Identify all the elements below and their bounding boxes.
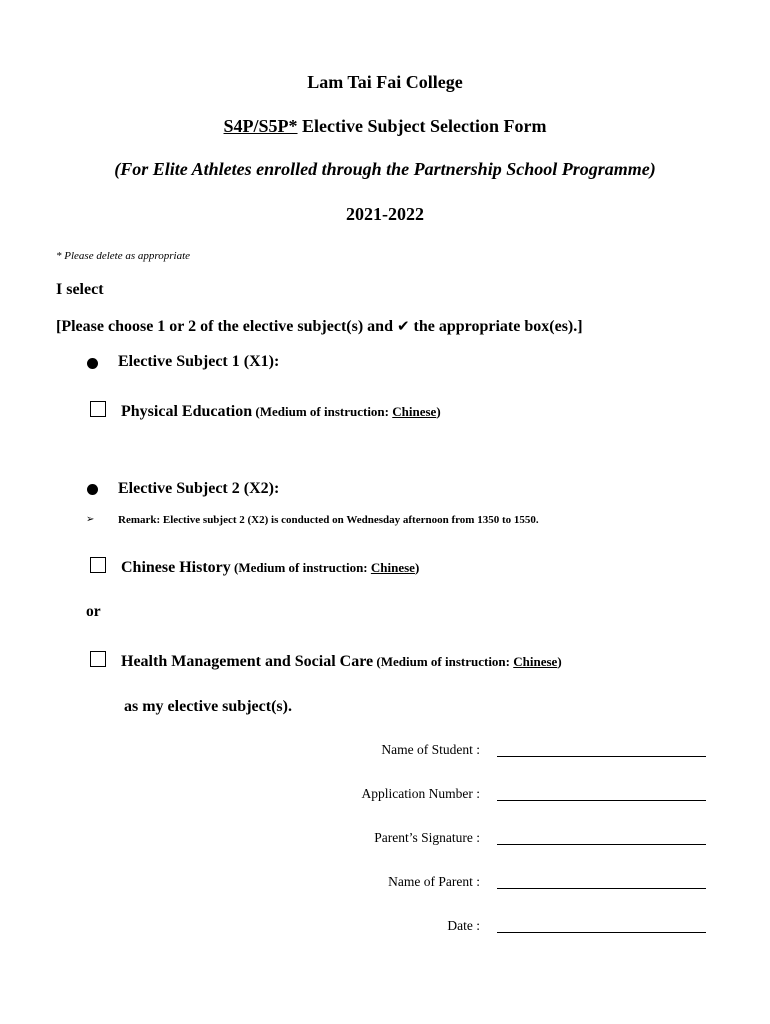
application-number-field[interactable] bbox=[497, 800, 706, 801]
parent-name-label: Name of Parent : bbox=[388, 874, 480, 889]
student-name-label: Name of Student : bbox=[381, 742, 480, 757]
form-title-text: Elective Subject Selection Form bbox=[297, 116, 547, 136]
chinese-history-option bbox=[121, 559, 419, 577]
date-label: Date : bbox=[447, 918, 480, 933]
or-label: or bbox=[86, 603, 101, 620]
closing-text: as my elective subject(s). bbox=[124, 698, 292, 715]
date-field[interactable] bbox=[497, 932, 706, 933]
form-code: S4P/S5P* bbox=[223, 116, 298, 136]
medium-value: Chinese bbox=[392, 404, 437, 419]
physical-education-label: Physical Education bbox=[121, 403, 253, 420]
form-title bbox=[0, 116, 770, 137]
medium-suffix: ) bbox=[557, 654, 562, 669]
chinese-history-label: Chinese History bbox=[121, 559, 231, 576]
medium-suffix: ) bbox=[436, 404, 441, 419]
health-management-label: Health Management and Social Care bbox=[121, 653, 374, 670]
instruction-text bbox=[56, 317, 583, 336]
academic-year: 2021-2022 bbox=[346, 204, 424, 224]
health-management-checkbox[interactable] bbox=[90, 651, 106, 667]
check-mark-icon: ✔ bbox=[396, 317, 410, 335]
chinese-history-checkbox[interactable] bbox=[90, 557, 106, 573]
health-management-option bbox=[121, 653, 562, 671]
instruction-pre: [Please choose 1 or 2 of the elective subject(s) and bbox=[56, 318, 397, 335]
medium-prefix: (Medium of instruction: bbox=[230, 560, 371, 575]
medium-value: Chinese bbox=[370, 560, 415, 575]
delete-note: * Please delete as appropriate bbox=[56, 250, 191, 262]
parent-name-field[interactable] bbox=[497, 888, 706, 889]
medium-prefix: (Medium of instruction: bbox=[373, 654, 514, 669]
bullet-icon bbox=[87, 358, 98, 369]
parent-signature-field[interactable] bbox=[497, 844, 706, 845]
bullet-icon bbox=[87, 484, 98, 495]
remark-text: Remark: Elective subject 2 (X2) is conducted on Wednesday afternoon from 1350 to 1550. bbox=[118, 514, 539, 526]
instruction-post: the appropriate box(es).] bbox=[409, 318, 583, 335]
medium-value: Chinese bbox=[513, 654, 558, 669]
application-number-label: Application Number : bbox=[361, 786, 480, 801]
medium-prefix: (Medium of instruction: bbox=[252, 404, 393, 419]
school-name: Lam Tai Fai College bbox=[307, 72, 463, 92]
elective2-heading: Elective Subject 2 (X2): bbox=[118, 480, 280, 497]
parent-signature-label: Parent’s Signature : bbox=[374, 830, 480, 845]
i-select-label: I select bbox=[56, 281, 104, 298]
student-name-field[interactable] bbox=[497, 756, 706, 757]
form-subtitle: (For Elite Athletes enrolled through the Partnership School Programme) bbox=[114, 159, 656, 179]
physical-education-checkbox[interactable] bbox=[90, 401, 106, 417]
arrow-bullet-icon: ➢ bbox=[86, 514, 95, 525]
physical-education-option bbox=[121, 403, 441, 421]
medium-suffix: ) bbox=[414, 560, 420, 575]
elective1-heading: Elective Subject 1 (X1): bbox=[118, 353, 280, 370]
